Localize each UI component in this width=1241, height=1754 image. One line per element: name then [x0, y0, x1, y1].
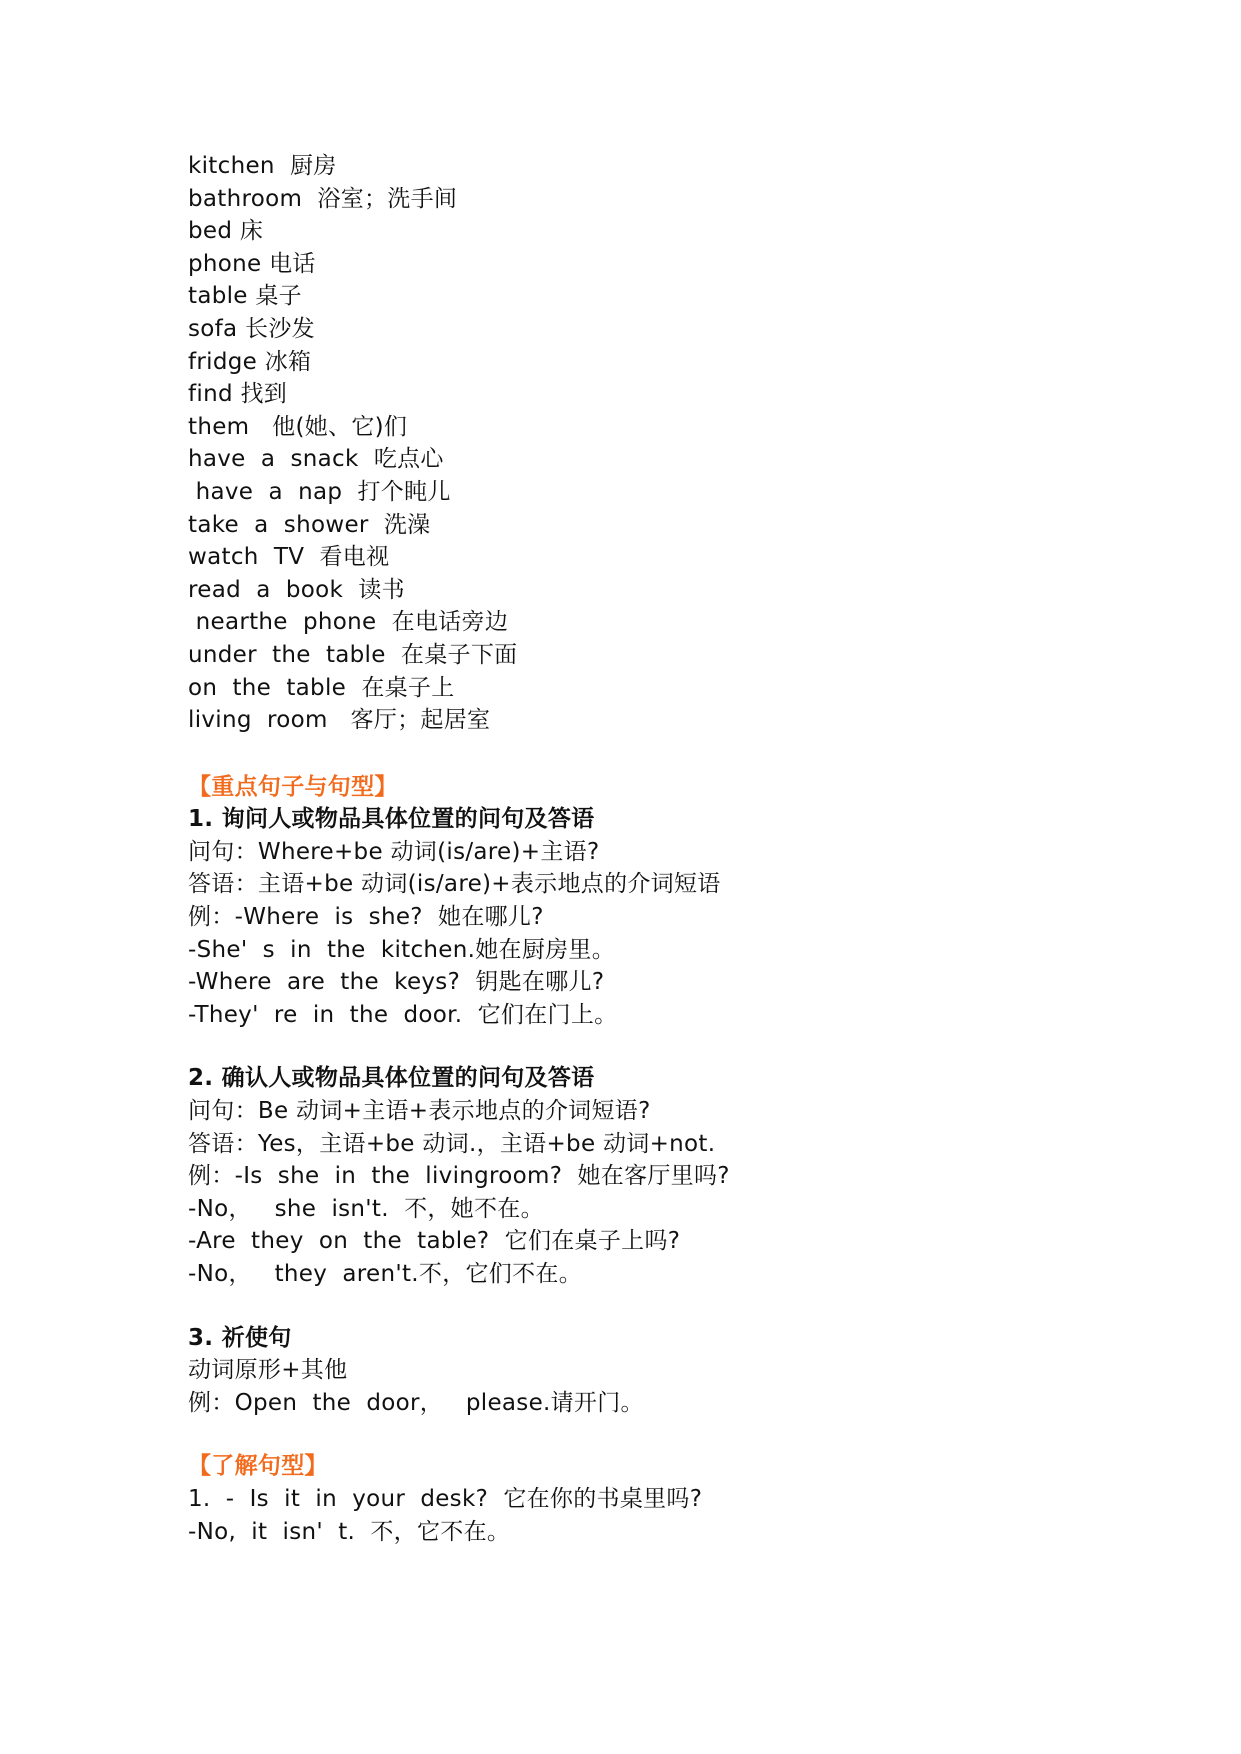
spacer — [188, 737, 1088, 771]
vocab-item: fridge 冰箱 — [188, 348, 312, 375]
vocab-item: find 找到 — [188, 381, 288, 408]
section-line: -She' s in the kitchen.她在厨房里。 — [188, 936, 616, 963]
section-line: -No, it isn' t. 不，它不在。 — [188, 1518, 511, 1545]
section-title: 2. 确认人或物品具体位置的问句及答语 — [188, 1065, 595, 1092]
section-line: -Where are the keys? 钥匙在哪儿? — [188, 969, 605, 996]
section-line: -No， she isn't. 不，她不在。 — [188, 1195, 544, 1222]
section-line: 答语：Yes，主语+be 动词.，主语+be 动词+not. — [188, 1130, 716, 1157]
vocab-item: bed 床 — [188, 218, 264, 245]
section-2 — [188, 1062, 1088, 1290]
section-line: -No， they aren't.不，它们不在。 — [188, 1261, 583, 1287]
key-sentences-heading: 【重点句子与句型】 — [188, 773, 398, 800]
vocab-item: have a snack 吃点心 — [188, 446, 444, 473]
section-3 — [188, 1322, 1088, 1420]
understand-section — [188, 1483, 1088, 1548]
vocab-item: table 桌子 — [188, 283, 302, 310]
spacer — [188, 1291, 1088, 1322]
vocab-item: watch TV 看电视 — [188, 544, 390, 571]
section-line: 问句：Where+be 动词(is/are)+主语? — [188, 838, 600, 865]
spacer — [188, 1031, 1088, 1062]
vocab-item: take a shower 洗澡 — [188, 511, 431, 538]
section-line: 动词原形+其他 — [188, 1357, 348, 1384]
vocab-item: on the table 在桌子上 — [188, 674, 455, 701]
vocab-item: have a nap 打个盹儿 — [188, 478, 451, 505]
vocab-item: sofa 长沙发 — [188, 315, 315, 342]
section-1 — [188, 803, 1088, 1031]
section-line: 答语：主语+be 动词(is/are)+表示地点的介词短语 — [188, 871, 721, 898]
section-line: -Are they on the table? 它们在桌子上吗? — [188, 1228, 681, 1255]
vocab-item: read a book 读书 — [188, 576, 405, 603]
section-title: 1. 询问人或物品具体位置的问句及答语 — [188, 806, 595, 833]
section-line: 例：-Where is she? 她在哪儿? — [188, 904, 544, 931]
section-line: 例：-Is she in the livingroom? 她在客厅里吗? — [188, 1163, 730, 1190]
section-title: 3. 祈使句 — [188, 1324, 292, 1351]
section-line: 例：Open the door， please.请开门。 — [188, 1389, 644, 1416]
vocabulary-list — [188, 150, 1088, 737]
document-page — [188, 150, 1088, 1548]
vocab-item: nearthe phone 在电话旁边 — [188, 609, 509, 636]
section-line: 问句：Be 动词+主语+表示地点的介词短语? — [188, 1098, 651, 1125]
vocab-item: under the table 在桌子下面 — [188, 641, 518, 668]
vocab-item: living room 客厅；起居室 — [188, 707, 491, 734]
vocab-item: phone 电话 — [188, 250, 316, 277]
vocab-item: them 他(她、它)们 — [188, 413, 408, 440]
spacer — [188, 1419, 1088, 1450]
vocab-item: bathroom 浴室；洗手间 — [188, 185, 458, 212]
section-line: 1. - Is it in your desk? 它在你的书桌里吗? — [188, 1485, 703, 1512]
section-line: -They' re in the door. 它们在门上。 — [188, 1001, 618, 1028]
vocab-item: kitchen 厨房 — [188, 153, 337, 179]
understand-sentences-heading: 【了解句型】 — [188, 1453, 328, 1480]
